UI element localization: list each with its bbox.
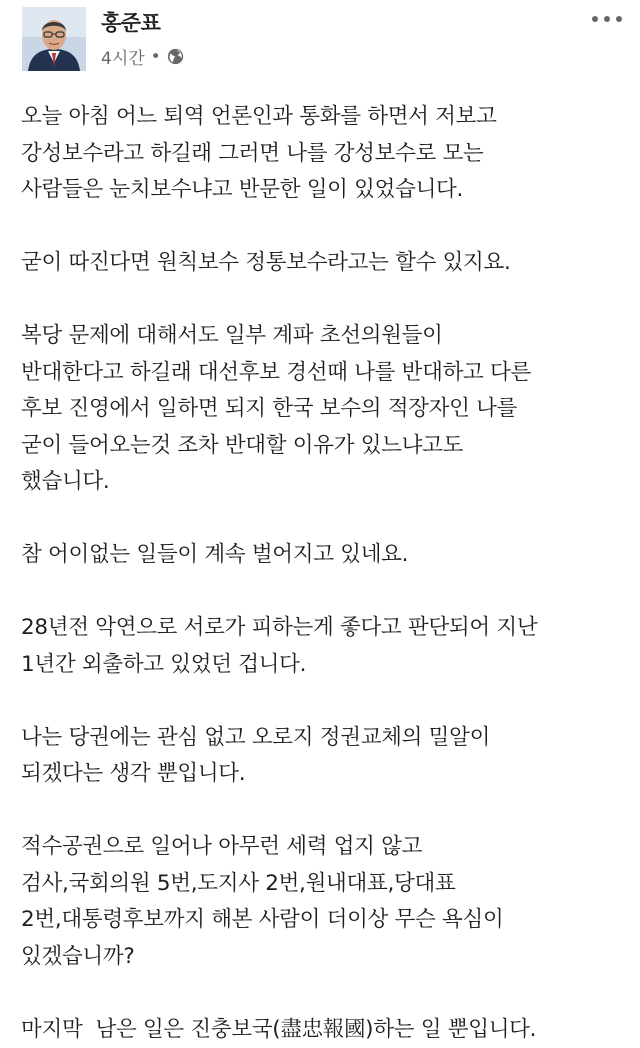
post-text-line: 강성보수라고 하길래 그러면 나를 강성보수로 모는: [21, 136, 631, 173]
post-text-line: 후보 진영에서 일하면 되지 한국 보수의 적장자인 나를: [21, 391, 631, 428]
post-timestamp[interactable]: 4시간: [101, 44, 145, 69]
post-text-line: 적수공권으로 일어나 아무런 세력 업지 않고: [21, 829, 631, 866]
avatar[interactable]: [22, 7, 86, 71]
post-text-line: 나는 당권에는 관심 없고 오로지 정권교체의 밀알이: [21, 720, 631, 757]
post-header: [0, 0, 640, 82]
post-text-line: 참 어이없는 일들이 계속 벌어지고 있네요.: [21, 537, 631, 574]
paragraph-gap: [21, 282, 631, 319]
post-paragraph: [21, 610, 631, 683]
meta-separator: •: [151, 47, 161, 67]
post-text-line: 굳이 따진다면 원칙보수 정통보수라고는 할수 있지요.: [21, 245, 631, 282]
paragraph-gap: [21, 209, 631, 246]
post-paragraph: [21, 1012, 631, 1048]
post-text-line: 28년전 악연으로 서로가 피하는게 좋다고 판단되어 지난: [21, 610, 631, 647]
post-text-line: 검사,국회의원 5번,도지사 2번,원내대표,당대표: [21, 866, 631, 903]
paragraph-gap: [21, 975, 631, 1012]
post-text-line: 복당 문제에 대해서도 일부 계파 초선의원들이: [21, 318, 631, 355]
globe-icon: [167, 48, 184, 65]
post-text-line: 1년간 외출하고 있었던 겁니다.: [21, 647, 631, 684]
more-dot: [592, 16, 598, 22]
post-text-line: 되겠다는 생각 뿐입니다.: [21, 756, 631, 793]
post-text-line: 마지막 남은 일은 진충보국(盡忠報國)하는 일 뿐입니다.: [21, 1012, 631, 1048]
paragraph-gap: [21, 683, 631, 720]
more-dot: [604, 16, 610, 22]
post-paragraph: [21, 245, 631, 282]
profile-photo: [22, 7, 86, 71]
post-paragraph: [21, 829, 631, 975]
post-text-line: 했습니다.: [21, 464, 631, 501]
post-text-line: 있겠습니까?: [21, 939, 631, 976]
post-text-line: 굳이 들어오는것 조차 반대할 이유가 있느냐고도: [21, 428, 631, 465]
paragraph-gap: [21, 793, 631, 830]
paragraph-gap: [21, 501, 631, 538]
paragraph-gap: [21, 574, 631, 611]
post-paragraph: [21, 99, 631, 209]
post-text-line: 2번,대통령후보까지 해본 사람이 더이상 무슨 욕심이: [21, 902, 631, 939]
post-text-line: 오늘 아침 어느 퇴역 언론인과 통화를 하면서 저보고: [21, 99, 631, 136]
post-paragraph: [21, 720, 631, 793]
post-paragraph: [21, 318, 631, 501]
post-text-line: 반대한다고 하길래 대선후보 경선때 나를 반대하고 다른: [21, 355, 631, 392]
author-name[interactable]: 홍준표: [101, 7, 160, 37]
post-body: [21, 99, 631, 1048]
post-text-line: 사람들은 눈치보수냐고 반문한 일이 있었습니다.: [21, 172, 631, 209]
more-options-icon[interactable]: [592, 12, 622, 26]
post-paragraph: [21, 537, 631, 574]
post-meta: [101, 44, 184, 69]
more-dot: [616, 16, 622, 22]
